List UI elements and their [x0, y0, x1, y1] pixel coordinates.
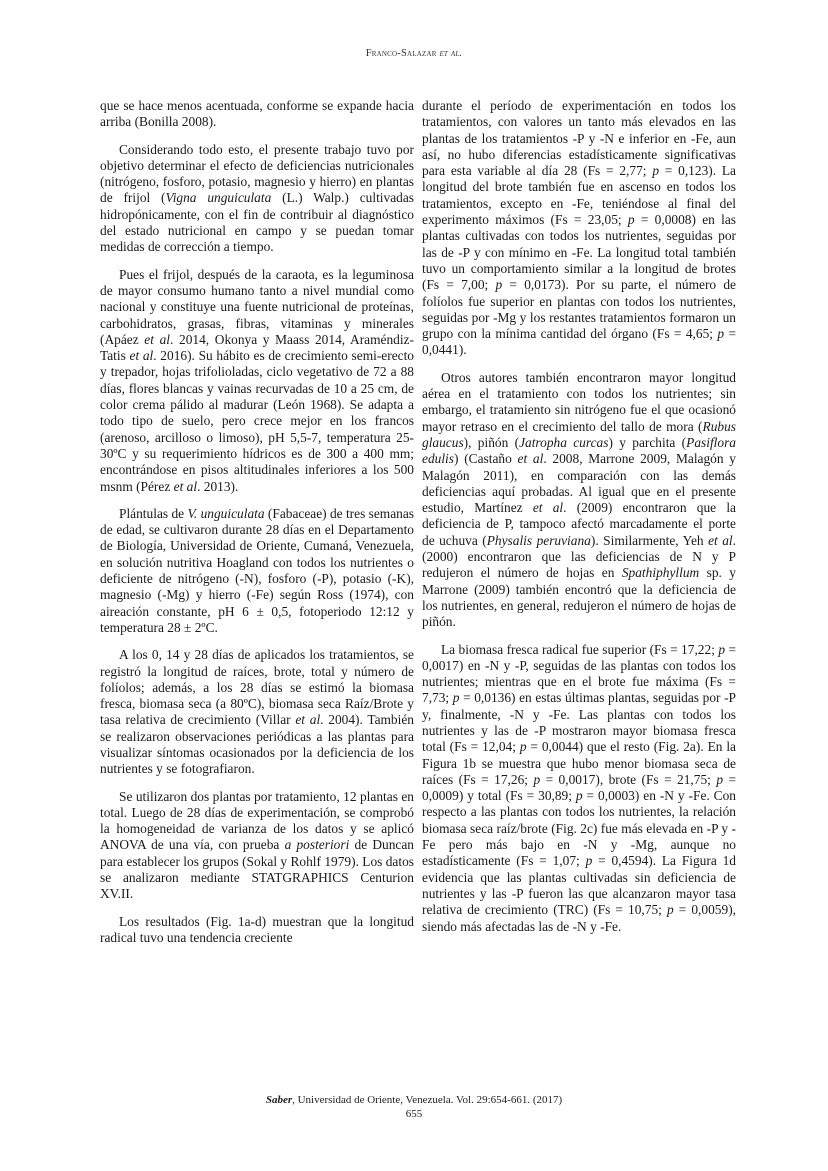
- italic-text: Vigna unguiculata: [165, 190, 272, 206]
- left-column: [100, 98, 414, 957]
- running-head-author: Franco-Salazar: [365, 48, 437, 59]
- text-run: = 0,123). La longitud del brote también fue en ascenso en todos los tratamientos, excepto en -Fe, teniéndose al final del experimento máximos (Fs = 23,05;: [422, 163, 736, 228]
- italic-text: p: [718, 641, 726, 657]
- text-run: . 2004). También se realizaron observaciones periódicas a las plantas para visualizar síntomas ocasionados por la deficiencia de los nutrientes y se fotografiaron.: [100, 712, 414, 777]
- text-run: ) (Castaño: [454, 451, 518, 467]
- text-run: ), piñón (: [463, 434, 520, 450]
- text-run: Se utilizaron dos plantas por tratamiento, 12 plantas en total. Luego de 28 días de experimentación, se comprobó la homogeneidad de varianza de los datos y se aplicó ANOVA de una vía, con prueba: [100, 788, 414, 853]
- italic-text: Rubus glaucus: [422, 418, 736, 450]
- text-run: . 2013).: [197, 478, 239, 494]
- paragraph: [422, 370, 736, 631]
- text-run: . 2014, Okonya y Maass 2014, Araméndiz-Tatis: [100, 331, 414, 364]
- italic-text: p: [533, 771, 541, 787]
- italic-text: p: [627, 212, 635, 228]
- italic-text: p: [666, 902, 674, 918]
- text-run: = 0,0008) en las plantas cultivadas con todos los nutrientes, seguidas por las de -P y con mínimo en -Fe. La longitud total también tuvo un comportamiento similar a la longitud de brotes (Fs = 7,00;: [422, 212, 736, 293]
- text-run: . (2000) encontraron que las deficiencias de N y P redujeron el número de hojas en: [422, 532, 736, 581]
- italic-text: a posteriori: [284, 837, 350, 853]
- italic-text: et al: [708, 532, 733, 548]
- paragraph: [100, 142, 414, 256]
- text-run: Plántulas de: [119, 505, 188, 521]
- right-column: [422, 98, 736, 946]
- italic-text: p: [716, 771, 724, 787]
- text-run: Considerando todo esto, el presente trabajo tuvo por objetivo determinar el efecto de deficiencias nutricionales (nitrógeno, fosforo, potasio, magnesio y hierro) en plantas de frijol (: [100, 141, 414, 206]
- paragraph: [422, 642, 736, 935]
- text-run: . 2008, Marrone 2009, Malagón y Malagón 2011), en comparación con las demás deficiencias aquí probadas. Al igual que en el presente estudio, Martínez: [422, 451, 736, 516]
- italic-text: p: [495, 277, 503, 293]
- paragraph: [100, 647, 414, 777]
- text-run: durante el período de experimentación en todos los tratamientos, con valores un tanto más elevados en las plantas de los tratamientos -P y -N e inferior en -Fe, aun así, no hubo diferencias estadísticamente significativas para esta variable al día 28 (Fs = 2,77;: [422, 98, 736, 179]
- text-run: = 0,0136) en estas últimas plantas, seguidas por -P y, finalmente, -N y -Fe. Las plantas con todos los nutrientes y las de -P mostraron mayor biomasa fresca total (Fs = 12,04;: [422, 690, 736, 755]
- text-run: = 0,0003) en -N y -Fe. Con respecto a las plantas con todos los nutrientes, la relación biomasa seca raíz/brote (Fig. 2c) fue más elevada en -P y -Fe pero más bajo en -N y -Mg, aunque no estadísticamente (Fs = 1,07;: [422, 788, 736, 869]
- running-head-etal: et al.: [436, 48, 463, 59]
- paragraph: [100, 267, 414, 495]
- text-run: = 0,0044) que el resto (Fig. 2a). En la Figura 1b se muestra que hubo menor biomasa seca de raíces (Fs = 17,26;: [422, 739, 736, 787]
- text-run: = 0,0059), siendo más afectadas las de -N y -Fe.: [422, 902, 736, 934]
- text-run: ). Similarmente, Yeh: [590, 532, 709, 548]
- italic-text: V. unguiculata: [187, 505, 265, 521]
- page-footer: [0, 1093, 828, 1121]
- text-run: = 0,0017), brote (Fs = 21,75;: [540, 771, 717, 787]
- italic-text: et al: [295, 712, 321, 728]
- footer-citation: [0, 1093, 828, 1107]
- text-run: Los resultados (Fig. 1a-d) muestran que la longitud radical tuvo una tendencia creciente: [100, 913, 414, 945]
- italic-text: p: [585, 853, 593, 869]
- italic-text: et al: [517, 451, 544, 467]
- italic-text: Pasiflora edulis: [422, 434, 737, 467]
- running-header: [0, 48, 828, 59]
- italic-text: p: [452, 690, 460, 706]
- text-run: (L.) Walp.) cultivadas hidropónicamente, con el fin de contribuir al diagnóstico del estado nutricional en campo y se puedan tomar medidas de corrección a tiempo.: [100, 190, 414, 255]
- text-run: A los 0, 14 y 28 días de aplicados los tratamientos, se registró la longitud de raíces, brote, total y número de folíolos; además, a los 28 días se estimó la biomasa fresca, biomasa seca (a 80ºC), biomasa seca Raíz/Brote y tasa relativa de crecimiento (Villar: [100, 647, 414, 728]
- italic-text: p: [652, 163, 660, 179]
- text-run: sp. y Marrone (2009) también encontró que la deficiencia de los nutrientes, en general, redujeron el número de hojas de piñón.: [422, 565, 736, 630]
- italic-text: Spathiphyllum: [621, 565, 700, 581]
- text-run: Pues el frijol, después de la caraota, es la leguminosa de mayor consumo humano tanto a nivel mundial como nacional y constituye una fuente nutricional de proteínas, carbohidratos, grasas, fibras, vitaminas y minerales (Apáez: [100, 266, 414, 347]
- text-run: que se hace menos acentuada, conforme se expande hacia arriba (Bonilla 2008).: [100, 98, 414, 130]
- text-run: de Duncan para establecer los grupos (Sokal y Rohlf 1979). Los datos se analizaron mediante STATGRAPHICS Centurion XV.II.: [100, 837, 414, 902]
- journal-name: Saber: [265, 1094, 293, 1106]
- paragraph: [422, 98, 736, 359]
- italic-text: p: [717, 326, 725, 342]
- italic-text: et al: [173, 478, 198, 494]
- text-run: = 0,0009) y total (Fs = 30,89;: [422, 771, 736, 804]
- paragraph: [100, 98, 414, 131]
- text-run: ) y parchita (: [608, 434, 687, 450]
- paragraph: [100, 789, 414, 903]
- text-run: . (2009) encontraron que la deficiencia de P, tampoco afectó marcadamente el porte de uchuva (: [422, 500, 736, 548]
- italic-text: Jatropha curcas: [519, 434, 609, 450]
- text-run: = 0,4594). La Figura 1d evidencia que las plantas cultivadas sin deficiencia de nutrientes y las -P fueron las que alcanzaron mayor tasa relativa de crecimiento (TRC) (Fs = 10,75;: [422, 853, 736, 918]
- text-run: Otros autores también encontraron mayor longitud aérea en el tratamiento con todos los nutrientes; sin embargo, el tratamiento sin nitrógeno fue el que ocasionó mayor retraso en el crecimiento del tallo de mora (: [422, 369, 736, 434]
- citation-text: , Universidad de Oriente, Venezuela. Vol. 29:654-661. (2017): [292, 1094, 563, 1106]
- italic-text: p: [575, 788, 583, 804]
- italic-text: et al: [144, 331, 171, 347]
- page-number: 655: [405, 1108, 423, 1120]
- italic-text: Physalis peruviana: [486, 532, 591, 548]
- text-run: La biomasa fresca radical fue superior (Fs = 17,22;: [441, 641, 719, 657]
- text-run: (Fabaceae) de tres semanas de edad, se cultivaron durante 28 días en el Departamento de Biología, Universidad de Oriente, Cumaná, Venezuela, en solución nutritiva Hoagland con todos los nutrientes o deficiente de nitrógeno (-N), fosforo (-P), potasio (-K), magnesio (-Mg) y hierro (-Fe) según Ross (1974), con aireación constante, pH 6 ± 0,5, fotoperiodo 12:12 y temperatura 28 ± 2ºC.: [100, 505, 415, 635]
- paragraph: [100, 506, 414, 636]
- text-run: = 0,0441).: [422, 326, 737, 358]
- text-run: . 2016). Su hábito es de crecimiento semi-erecto y trepador, hojas trifolioladas, ciclo vegetativo de 72 a 88 días, flores blancas y vainas recurvadas de 10 a 25 cm, de color crema pálido al madurar (León 1968). Se adapta a todo tipo de suelo, pero crece mejor en los francos (arenoso, arcilloso o limoso), pH 5,5-7, temperatura 25-30ºC y su requerimiento hídricos es de 300 a 400 mm; encontrándose en pisos altitudinales inferiores a los 500 msnm (Pérez: [100, 348, 414, 494]
- italic-text: et al: [129, 348, 154, 364]
- text-run: = 0,0017) en -N y -P, seguidas de las plantas con todos los nutrientes; mientras que en el brote fue máxima (Fs = 7,73;: [422, 641, 736, 706]
- text-run: = 0,0173). Por su parte, el número de folíolos fue superior en plantas con todos los nutrientes, seguidas por -Mg y los restantes tratamientos formaron un grupo con la mínima cantidad del órgano (Fs = 4,65;: [422, 277, 736, 342]
- paragraph: [100, 914, 414, 947]
- italic-text: et al: [532, 500, 564, 516]
- italic-text: p: [519, 739, 527, 755]
